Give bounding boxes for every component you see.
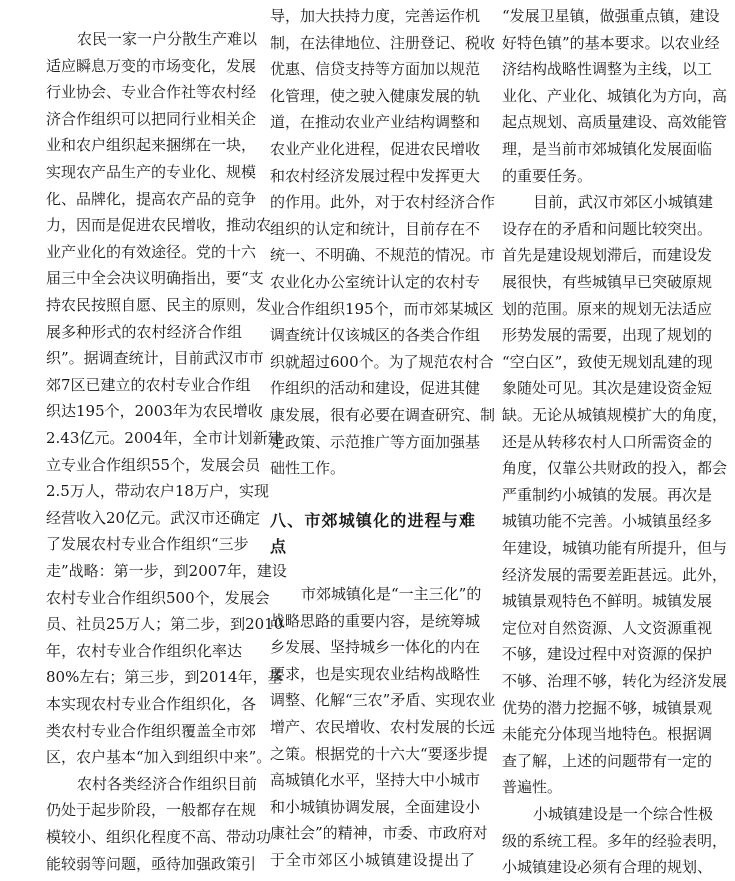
text-line: 设存在的矛盾和问题比较突出。 — [502, 219, 713, 238]
text-line: 定位对自然资源、人文资源重视 — [502, 618, 713, 637]
text-line: 郊7区已建立的农村专业合作组 — [46, 375, 251, 394]
text-line: 立专业合作组织55个，发展会员 — [46, 455, 261, 474]
text-line: 化管理，使之驶入健康发展的轨 — [270, 86, 481, 105]
text-line: 80%左右；第三步，到2014年，基 — [46, 668, 283, 687]
text-line: 农村各类经济合作组织目前 — [77, 774, 258, 793]
text-line: 行业协会、专业合作社等农村经 — [46, 83, 257, 102]
text-line: 查了解，上述的问题带有一定的 — [502, 751, 713, 770]
text-line: 走”战略：第一步，到2007年，建设 — [46, 562, 287, 580]
text-line: 持农民按照自愿、民主的原则，发 — [46, 296, 272, 314]
text-line: 康社会”的精神，市委、市政府对 — [270, 824, 488, 843]
text-line: 形势发展的需要，出现了规划的 — [502, 326, 713, 345]
text-line: 市郊城镇化是“一主三化”的 — [301, 585, 482, 603]
text-line: 能较弱等问题，亟待加强政策引 — [46, 854, 257, 873]
text-line: 小城镇建设是一个综合性极 — [533, 805, 714, 823]
text-line: 织”。据调查统计，目前武汉市市 — [46, 349, 264, 368]
text-line: 业和农户组织起来捆绑在一块， — [46, 136, 257, 155]
text-line: 础性工作。 — [270, 459, 346, 478]
text-line: 调查统计仅该城区的各类合作组 — [270, 326, 481, 345]
text-line: 之策。根据党的十六大“要逐步提 — [270, 744, 488, 763]
text-line: 2.43亿元。2004年，全市计划新建 — [46, 429, 283, 447]
text-line: 调整、化解“三农”矛盾、实现农业 — [270, 691, 496, 710]
text-line: 定政策、示范推广等方面加强基 — [270, 432, 481, 451]
text-line: 划的范围。原来的规划无法适应 — [502, 299, 713, 318]
text-line: 模较小、组织化程度不高、带动功 — [46, 828, 272, 846]
text-line: 织达195个，2003年为农民增收 — [46, 402, 263, 421]
text-line: 区，农户基本“加入到组织中来”。 — [46, 748, 272, 767]
text-line: 乡发展、坚持城乡一体化的内在 — [270, 638, 481, 657]
text-line: 了发展农村专业合作组织“三步 — [46, 535, 249, 554]
text-line: 和农村经济发展过程中发挥更大 — [270, 166, 481, 185]
text-line: 本实现农村专业合作组织化，各 — [46, 695, 257, 713]
text-line: “空白区”，致使无规划乱建的现 — [502, 352, 713, 371]
text-line: 济合作组织可以把同行业相关企 — [46, 109, 257, 128]
text-line: 道，在推动农业产业结构调整和 — [270, 113, 481, 132]
text-line: 导，加大扶持力度，完善运作机 — [270, 7, 481, 25]
text-line: 首先是建设规划滞后，而建设发 — [502, 246, 713, 265]
text-line: 角度，仅靠公共财政的投入，都会 — [502, 459, 728, 478]
text-line: 于全市郊区小城镇建设提出了 — [270, 851, 475, 869]
text-line: 届三中全会决议明确指出，要“支 — [46, 269, 264, 288]
text-line: 优势的潜力挖掘不够，城镇景观 — [502, 698, 713, 717]
text-line: 年，农村专业合作组织化率达 — [46, 641, 242, 660]
text-line: 展多种形式的农村经济合作组 — [46, 322, 242, 341]
text-line: 类农村专业合作组织覆盖全市郊 — [46, 721, 257, 740]
text-line: 级的系统工程。多年的经验表明， — [502, 831, 728, 850]
text-line: 目前，武汉市郊区小城镇建 — [533, 193, 714, 212]
text-line: 仍处于起步阶段，一般都存在规 — [46, 801, 257, 820]
text-line: 战略思路的重要内容，是统筹城 — [270, 611, 481, 630]
text-line: 城镇景观特色不鲜明。城镇发展 — [502, 592, 713, 611]
text-line: 作组织的活动和建设，促进其健 — [270, 379, 481, 398]
text-line: 理，是当前市郊城镇化发展面临 — [502, 140, 713, 158]
text-line: 农业产业化进程，促进农民增收 — [270, 140, 481, 158]
text-line: 制，在法律地位、注册登记、税收 — [270, 33, 496, 52]
text-line: 农村专业合作组织500个，发展会 — [46, 588, 270, 607]
text-line: 展很快，有些城镇早已突破原规 — [502, 273, 713, 291]
text-line: 农业化办公室统计认定的农村专 — [270, 273, 481, 291]
text-line: 业合作组织195个，而市郊某城区 — [270, 299, 494, 318]
text-line: 还是从转移农村人口所需资金的 — [502, 432, 713, 451]
text-line: 的作用。此外，对于农村经济合作 — [270, 193, 496, 212]
text-line: 化、品牌化，提高农产品的竞争 — [46, 189, 257, 208]
text-line: 2.5万人，带动农户18万户，实现 — [46, 482, 269, 501]
text-line: 不够，建设过程中对资源的保护 — [502, 645, 713, 664]
text-line: 业化、产业化、城镇化为方向，高 — [502, 86, 728, 105]
text-line: 济结构战略性调整为主线，以工 — [502, 60, 713, 79]
text-line: 起点规划、高质量建设、高效能管 — [502, 113, 728, 132]
text-line: 不够、治理不够，转化为经济发展 — [502, 672, 728, 690]
text-line: 经济发展的需要差距甚远。此外， — [502, 565, 728, 584]
text-line: 员、社员25万人；第二步，到2010 — [46, 615, 284, 634]
text-line: 象随处可见。其次是建设资金短 — [502, 379, 713, 398]
text-line: 城镇功能不完善。小城镇虽经多 — [502, 512, 713, 531]
text-line: 好特色镇”的基本要求。以农业经 — [502, 33, 720, 52]
section-heading: 八、市郊城镇化的进程与难 — [270, 510, 475, 530]
text-line: 优惠、信贷支持等方面加以规范 — [270, 60, 481, 79]
text-line: 未能充分体现当地特色。根据调 — [502, 725, 713, 744]
text-line: 普遍性。 — [502, 778, 563, 797]
text-line: 增产、农民增收、农村发展的长远 — [270, 718, 496, 736]
text-line: 的重要任务。 — [502, 166, 593, 185]
text-line: 和小城镇协调发展，全面建设小 — [270, 797, 481, 816]
text-line: 实现农产品生产的专业化、规模 — [46, 163, 257, 181]
text-line: “发展卫星镇，做强重点镇，建设 — [502, 7, 720, 25]
text-line: 年建设，城镇功能有所提升，但与 — [502, 539, 728, 557]
text-line: 统一、不明确、不规范的情况。市 — [270, 246, 496, 265]
text-line: 组织的认定和统计，目前存在不 — [270, 219, 481, 238]
text-line: 小城镇建设必须有合理的规划、 — [502, 858, 713, 877]
text-line: 严重制约小城镇的发展。再次是 — [502, 485, 713, 504]
text-line: 适应瞬息万变的市场变化，发展 — [46, 56, 257, 75]
text-line: 康发展，很有必要在调查研究、制 — [270, 406, 496, 424]
text-line: 织就超过600个。为了规范农村合 — [270, 352, 494, 371]
text-line: 农民一家一户分散生产难以 — [77, 30, 258, 48]
text-line: 力，因而是促进农民增收，推动农 — [46, 216, 272, 235]
text-line: 高城镇化水平，坚持大中小城市 — [270, 771, 481, 790]
text-line: 缺。无论从城镇规模扩大的角度， — [502, 406, 728, 424]
text-line: 业产业化的有效途径。党的十六 — [46, 242, 257, 261]
text-line: 经营收入20亿元。武汉市还确定 — [46, 508, 261, 527]
text-line: 要求，也是实现农业结构战略性 — [270, 664, 481, 683]
section-heading: 点 — [270, 537, 287, 557]
